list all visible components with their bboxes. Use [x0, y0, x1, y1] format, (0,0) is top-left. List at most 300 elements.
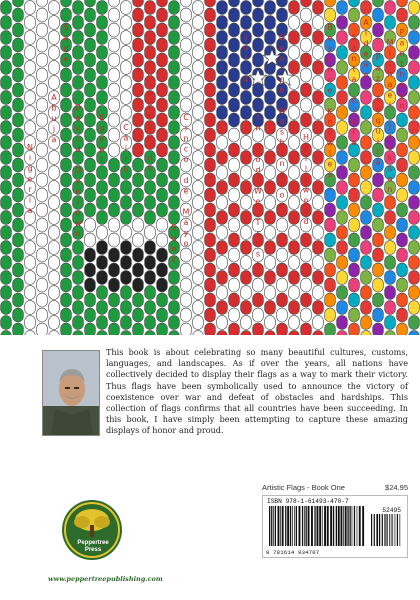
mosaic-cell — [325, 263, 336, 277]
mosaic-cell — [37, 113, 48, 127]
mosaic-vertical-word: P a z T e q u i l a — [375, 53, 381, 167]
mosaic-cell — [193, 136, 204, 150]
mosaic-cell — [169, 16, 180, 30]
mosaic-cell — [289, 151, 300, 165]
mosaic-cell — [25, 91, 36, 105]
mosaic-cell — [229, 173, 240, 187]
mosaic-cell — [61, 188, 72, 202]
mosaic-cell — [25, 31, 36, 45]
mosaic-cell — [85, 38, 96, 52]
mosaic-cell — [193, 241, 204, 255]
mosaic-cell — [85, 293, 96, 307]
mosaic-cell — [181, 83, 192, 97]
mosaic-cell — [217, 271, 228, 285]
mosaic-cell — [37, 53, 48, 67]
mosaic-cell — [169, 271, 180, 285]
mosaic-cell — [85, 278, 96, 292]
book-title-price-line — [262, 483, 408, 492]
mosaic-cell — [205, 0, 216, 7]
mosaic-cell — [157, 203, 168, 217]
mosaic-cell — [25, 286, 36, 300]
mosaic-cell — [361, 151, 372, 165]
mosaic-cell — [37, 173, 48, 187]
mosaic-cell — [97, 76, 108, 90]
mosaic-cell — [25, 241, 36, 255]
mosaic-cell — [157, 188, 168, 202]
mosaic-cell — [1, 91, 12, 105]
mosaic-cell — [253, 8, 264, 22]
mosaic-cell — [313, 271, 324, 285]
mosaic-cell — [193, 121, 204, 135]
mosaic-cell — [361, 241, 372, 255]
mosaic-vertical-word: G i z a P y r a m i d s — [146, 38, 154, 173]
mosaic-cell — [289, 166, 300, 180]
mosaic-cell — [49, 286, 60, 300]
mosaic-cell — [373, 233, 384, 247]
mosaic-cell — [361, 316, 372, 330]
mosaic-cell — [205, 233, 216, 247]
mosaic-cell — [277, 308, 288, 322]
mosaic-cell — [373, 38, 384, 52]
mosaic-cell — [85, 113, 96, 127]
mosaic-cell — [265, 181, 276, 195]
mosaic-cell — [61, 158, 72, 172]
mosaic-vertical-word: S a n t a C l a r a — [351, 33, 357, 147]
mosaic-cell — [157, 98, 168, 112]
mosaic-cell — [61, 203, 72, 217]
mosaic-cell — [313, 106, 324, 120]
mosaic-cell — [37, 203, 48, 217]
mosaic-cell — [349, 203, 360, 217]
mosaic-cell — [337, 136, 348, 150]
mosaic-cell — [277, 263, 288, 277]
mosaic-cell — [193, 91, 204, 105]
mosaic-cell — [397, 188, 408, 202]
mosaic-cell — [193, 331, 204, 335]
mosaic-cell — [13, 278, 24, 292]
mosaic-cell — [409, 31, 420, 45]
mosaic-cell — [325, 218, 336, 232]
mosaic-cell — [289, 61, 300, 75]
mosaic-cell — [133, 158, 144, 172]
mosaic-cell — [229, 98, 240, 112]
mosaic-cell — [313, 151, 324, 165]
mosaic-cell — [193, 151, 204, 165]
mosaic-cell — [361, 91, 372, 105]
mosaic-cell — [325, 188, 336, 202]
mosaic-cell — [289, 301, 300, 315]
mosaic-cell — [193, 106, 204, 120]
mosaic-cell — [337, 241, 348, 255]
mosaic-cell — [157, 0, 168, 7]
mosaic-cell — [217, 331, 228, 335]
mosaic-cell — [337, 196, 348, 210]
mosaic-cell — [301, 278, 312, 292]
mosaic-cell — [289, 271, 300, 285]
mosaic-cell — [217, 151, 228, 165]
mosaic-cell — [301, 113, 312, 127]
mosaic-cell — [85, 23, 96, 37]
mosaic-cell — [409, 331, 420, 335]
mosaic-cell — [229, 203, 240, 217]
mosaic-cell — [121, 241, 132, 255]
mosaic-cell — [157, 23, 168, 37]
mosaic-cell — [253, 0, 264, 7]
mosaic-cell — [313, 316, 324, 330]
mosaic-cell — [325, 278, 336, 292]
mosaic-cell — [301, 293, 312, 307]
mosaic-cell — [25, 16, 36, 30]
mosaic-cell — [133, 83, 144, 97]
mosaic-cell — [289, 181, 300, 195]
mosaic-cell — [265, 1, 276, 15]
mosaic-cell — [397, 308, 408, 322]
mosaic-cell — [49, 76, 60, 90]
mosaic-cell — [73, 1, 84, 15]
mosaic-cell — [265, 31, 276, 45]
mosaic-cell — [157, 113, 168, 127]
mosaic-cell — [109, 38, 120, 52]
mosaic-cell — [37, 218, 48, 232]
mosaic-cell — [85, 323, 96, 335]
mosaic-cell — [97, 256, 108, 270]
mosaic-cell — [97, 196, 108, 210]
mosaic-cell — [133, 308, 144, 322]
mosaic-vertical-word: M e x i c o — [206, 118, 214, 180]
mosaic-cell — [301, 0, 312, 7]
mosaic-cell — [205, 8, 216, 22]
mosaic-cell — [193, 181, 204, 195]
mosaic-cell — [13, 68, 24, 82]
mosaic-cell — [121, 91, 132, 105]
mosaic-cell — [157, 53, 168, 67]
mosaic-cell — [157, 143, 168, 157]
mosaic-cell — [85, 233, 96, 247]
mosaic-cell — [85, 98, 96, 112]
mosaic-cell — [373, 308, 384, 322]
mosaic-cell — [133, 68, 144, 82]
mosaic-cell — [13, 0, 24, 7]
mosaic-cell — [13, 308, 24, 322]
mosaic-cell — [181, 98, 192, 112]
mosaic-cell — [1, 61, 12, 75]
mosaic-cell — [169, 1, 180, 15]
mosaic-cell — [25, 331, 36, 335]
publisher-url: www.peppertreepublishing.com — [48, 575, 163, 583]
mosaic-cell — [289, 226, 300, 240]
back-cover-blurb: This book is about celebrating so many beautiful cultures, customs, languages, and landscapes. As if over the years, all nations have collectively decided to display their flags as a way to mark their victory. Thus flags have been symbolically used to announce the victory of coexistence over war and defeat of obstacles and hardships. This collection of flags confirms that all countries have been succeeding. In this book, I have simply been attempting to capture these amazing displays of honor and proud. — [106, 347, 408, 436]
mosaic-cell — [349, 323, 360, 335]
mosaic-cell — [349, 308, 360, 322]
mosaic-cell — [265, 226, 276, 240]
mosaic-cell — [13, 128, 24, 142]
mosaic-cell — [73, 301, 84, 315]
mosaic-cell — [37, 83, 48, 97]
mosaic-cell — [289, 31, 300, 45]
mosaic-cell — [361, 106, 372, 120]
mosaic-cell — [385, 211, 396, 225]
mosaic-vertical-word: S u e z — [171, 223, 177, 264]
mosaic-cell — [121, 226, 132, 240]
mosaic-cell — [133, 218, 144, 232]
mosaic-cell — [109, 218, 120, 232]
author-photo — [42, 350, 100, 436]
mosaic-cell — [349, 0, 360, 7]
mosaic-cell — [409, 241, 420, 255]
mosaic-cell — [301, 53, 312, 67]
mosaic-cell — [109, 188, 120, 202]
mosaic-cell — [121, 331, 132, 335]
mosaic-cell — [121, 301, 132, 315]
mosaic-cell — [193, 76, 204, 90]
mosaic-vertical-word: E g y p t — [99, 113, 105, 164]
mosaic-cell — [109, 143, 120, 157]
mosaic-cell — [397, 248, 408, 262]
mosaic-cell — [373, 188, 384, 202]
mosaic-cell — [337, 316, 348, 330]
mosaic-cell — [205, 263, 216, 277]
mosaic-cell — [37, 38, 48, 52]
mosaic-vertical-word: S a d e — [63, 23, 69, 64]
mosaic-cell — [133, 23, 144, 37]
mosaic-cell — [205, 248, 216, 262]
mosaic-cell — [181, 53, 192, 67]
mosaic-cell — [229, 128, 240, 142]
mosaic-cell — [169, 181, 180, 195]
mosaic-cell — [97, 286, 108, 300]
mosaic-cell — [241, 121, 252, 135]
mosaic-cell — [313, 241, 324, 255]
mosaic-cell — [313, 196, 324, 210]
mosaic-vertical-word: J u l 4 — [243, 33, 249, 84]
mosaic-cell — [313, 256, 324, 270]
mosaic-cell — [13, 323, 24, 335]
mosaic-cell — [361, 181, 372, 195]
mosaic-cell — [397, 173, 408, 187]
mosaic-cell — [1, 256, 12, 270]
mosaic-cell — [337, 16, 348, 30]
mosaic-cell — [217, 166, 228, 180]
mosaic-cell — [217, 226, 228, 240]
mosaic-cell — [1, 76, 12, 90]
mosaic-cell — [385, 241, 396, 255]
mosaic-cell — [241, 316, 252, 330]
mosaic-cell — [373, 218, 384, 232]
mosaic-cell — [373, 173, 384, 187]
mosaic-cell — [49, 211, 60, 225]
mosaic-cell — [25, 76, 36, 90]
mosaic-cell — [289, 1, 300, 15]
mosaic-cell — [337, 1, 348, 15]
barcode-digits: 9 781614 934707 — [266, 549, 320, 556]
mosaic-cell — [73, 31, 84, 45]
mosaic-cell — [253, 83, 264, 97]
mosaic-cell — [265, 91, 276, 105]
mosaic-cell — [397, 203, 408, 217]
mosaic-cell — [409, 61, 420, 75]
mosaic-cell — [121, 196, 132, 210]
mosaic-cell — [181, 293, 192, 307]
mosaic-cell — [313, 286, 324, 300]
mosaic-cell — [205, 188, 216, 202]
mosaic-cell — [205, 323, 216, 335]
mosaic-cell — [13, 293, 24, 307]
mosaic-cell — [133, 53, 144, 67]
mosaic-cell — [301, 323, 312, 335]
mosaic-cell — [361, 136, 372, 150]
mosaic-cell — [409, 46, 420, 60]
mosaic-cell — [217, 136, 228, 150]
mosaic-cell — [229, 68, 240, 82]
mosaic-cell — [133, 38, 144, 52]
mosaic-cell — [157, 38, 168, 52]
mosaic-cell — [85, 188, 96, 202]
mosaic-cell — [217, 61, 228, 75]
mosaic-cell — [313, 91, 324, 105]
mosaic-cell — [241, 286, 252, 300]
mosaic-cell — [265, 136, 276, 150]
mosaic-cell — [397, 0, 408, 7]
mosaic-cell — [1, 286, 12, 300]
mosaic-cell — [193, 16, 204, 30]
mosaic-cell — [205, 83, 216, 97]
mosaic-cell — [109, 203, 120, 217]
mosaic-cell — [133, 293, 144, 307]
mosaic-vertical-word: C a i r o — [123, 123, 129, 174]
mosaic-cell — [121, 271, 132, 285]
mosaic-cell — [313, 301, 324, 315]
mosaic-cell — [61, 173, 72, 187]
mosaic-cell — [181, 248, 192, 262]
mosaic-cell — [349, 188, 360, 202]
mosaic-cell — [397, 128, 408, 142]
mosaic-cell — [109, 248, 120, 262]
mosaic-cell — [265, 166, 276, 180]
mosaic-cell — [37, 188, 48, 202]
mosaic-cell — [241, 331, 252, 335]
mosaic-cell — [121, 46, 132, 60]
mosaic-cell — [253, 278, 264, 292]
mosaic-cell — [229, 308, 240, 322]
mosaic-cell — [265, 121, 276, 135]
mosaic-cell — [385, 1, 396, 15]
mosaic-cell — [109, 263, 120, 277]
mosaic-cell — [37, 8, 48, 22]
mosaic-cell — [121, 16, 132, 30]
mosaic-cell — [1, 331, 12, 335]
mosaic-cell — [409, 121, 420, 135]
mosaic-cell — [265, 286, 276, 300]
mosaic-cell — [385, 256, 396, 270]
mosaic-cell — [241, 226, 252, 240]
mosaic-cell — [289, 91, 300, 105]
mosaic-cell — [121, 316, 132, 330]
mosaic-cell — [109, 8, 120, 22]
mosaic-cell — [361, 331, 372, 335]
mosaic-cell — [85, 0, 96, 7]
mosaic-cell — [169, 196, 180, 210]
mosaic-cell — [217, 76, 228, 90]
mosaic-cell — [49, 1, 60, 15]
mosaic-cell — [49, 46, 60, 60]
mosaic-cell — [97, 166, 108, 180]
mosaic-cell — [73, 331, 84, 335]
mosaic-cell — [229, 323, 240, 335]
mosaic-vertical-word: H o l l y w o o d — [302, 133, 310, 226]
mosaic-cell — [37, 263, 48, 277]
mosaic-cell — [289, 121, 300, 135]
mosaic-cell — [109, 98, 120, 112]
mosaic-cell — [349, 173, 360, 187]
mosaic-cell — [181, 263, 192, 277]
mosaic-cell — [229, 8, 240, 22]
mosaic-cell — [409, 16, 420, 30]
mosaic-cell — [85, 173, 96, 187]
mosaic-cell — [133, 263, 144, 277]
mosaic-cell — [229, 233, 240, 247]
mosaic-cell — [133, 0, 144, 7]
mosaic-cell — [109, 113, 120, 127]
mosaic-cell — [373, 323, 384, 335]
mosaic-cell — [133, 278, 144, 292]
mosaic-cell — [205, 293, 216, 307]
mosaic-cell — [61, 143, 72, 157]
mosaic-cell — [337, 121, 348, 135]
mosaic-cell — [73, 256, 84, 270]
mosaic-cell — [253, 323, 264, 335]
mosaic-cell — [121, 61, 132, 75]
mosaic-cell — [61, 98, 72, 112]
mosaic-cell — [1, 16, 12, 30]
mosaic-cell — [121, 211, 132, 225]
mosaic-cell — [313, 46, 324, 60]
mosaic-cell — [337, 286, 348, 300]
mosaic-cell — [1, 106, 12, 120]
mosaic-cell — [37, 128, 48, 142]
mosaic-cell — [133, 203, 144, 217]
mosaic-cell — [361, 196, 372, 210]
mosaic-cell — [49, 166, 60, 180]
mosaic-cell — [373, 248, 384, 262]
mosaic-cell — [169, 61, 180, 75]
mosaic-cell — [217, 211, 228, 225]
mosaic-cell — [301, 68, 312, 82]
mosaic-vertical-word: N i g e r i a — [27, 143, 33, 215]
mosaic-cell — [325, 203, 336, 217]
mosaic-cell — [49, 316, 60, 330]
mosaic-cell — [205, 53, 216, 67]
mosaic-cell — [109, 53, 120, 67]
mosaic-cell — [61, 233, 72, 247]
mosaic-cell — [109, 278, 120, 292]
mosaic-cell — [109, 173, 120, 187]
mosaic-cell — [1, 151, 12, 165]
mosaic-cell — [301, 98, 312, 112]
mosaic-cell — [145, 226, 156, 240]
mosaic-cell — [217, 241, 228, 255]
mosaic-cell — [409, 76, 420, 90]
mosaic-cell — [61, 68, 72, 82]
mosaic-cell — [37, 293, 48, 307]
mosaic-vertical-word: B e y o n c e K n o w l e s — [326, 23, 334, 179]
mosaic-cell — [13, 158, 24, 172]
mosaic-cell — [133, 188, 144, 202]
mosaic-cell — [337, 271, 348, 285]
mosaic-cell — [85, 203, 96, 217]
mosaic-cell — [61, 113, 72, 127]
mosaic-cell — [13, 83, 24, 97]
mosaic-cell — [169, 316, 180, 330]
